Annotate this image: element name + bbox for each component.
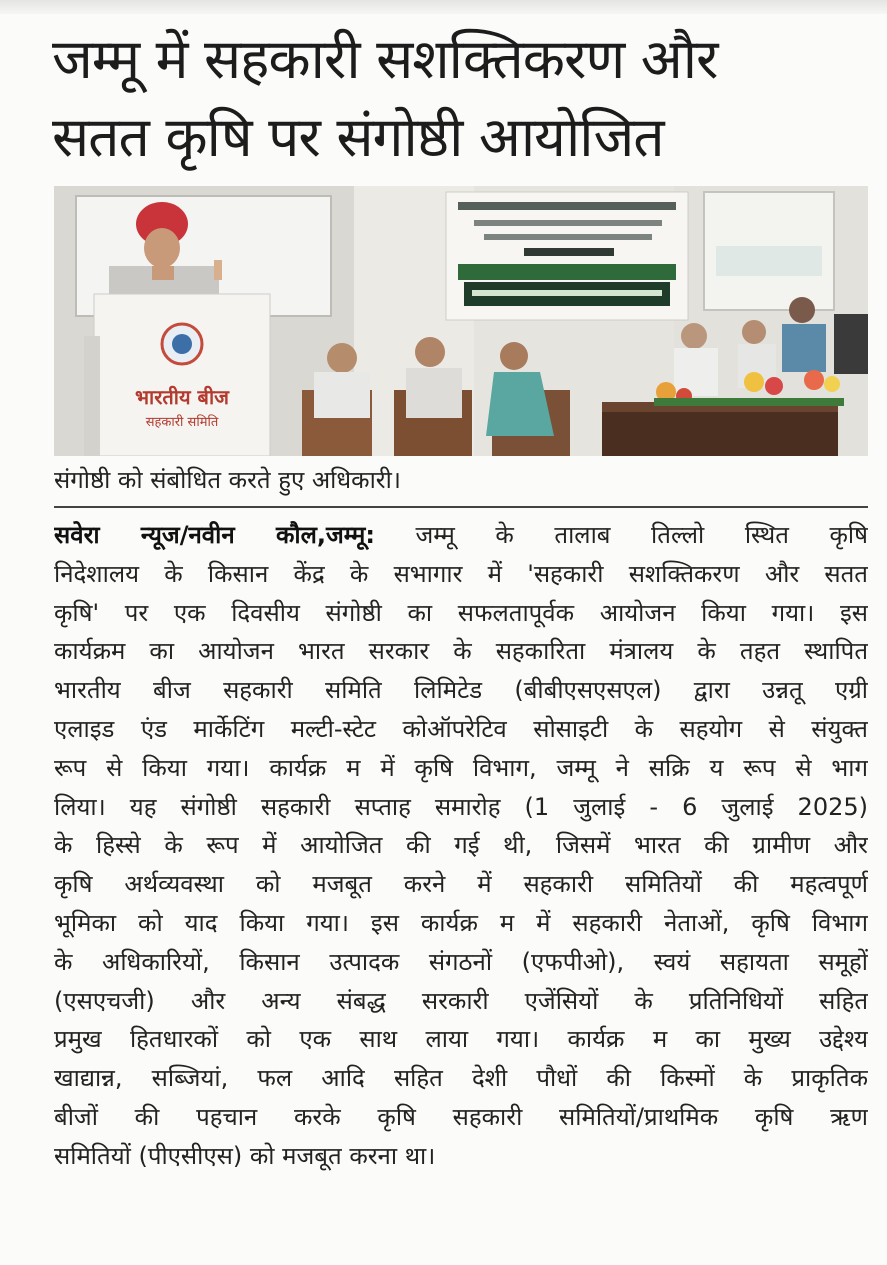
photo-caption: संगोष्ठी को संबोधित करते हुए अधिकारी। — [54, 466, 401, 494]
top-strip — [0, 0, 887, 14]
news-photo — [54, 186, 868, 456]
article-line: निदेशालय के किसान केंद्र के सभागार में 'सहकारी सशक्तिकरण और सतत — [54, 559, 868, 588]
article-line: बीजों की पहचान करके कृषि सहकारी समितियों/प्राथमिक कृषि ऋण — [54, 1102, 868, 1131]
headline — [52, 20, 872, 176]
podium-label-2: सहकारी समिति — [145, 415, 219, 430]
article-line-text: जम्मू के तालाब तिल्लो स्थित कृषि — [374, 521, 868, 549]
article-line: रूप से किया गया। कार्यक्र म में कृषि विभाग, जम्मू ने सक्रि य रूप से भाग — [54, 753, 868, 782]
article-body — [54, 516, 868, 1176]
article-line: भूमिका को याद किया गया। इस कार्यक्र म में सहकारी नेताओं, कृषि विभाग — [54, 908, 868, 937]
article-line — [54, 516, 868, 555]
article-line: के हिस्से के रूप में आयोजित की गई थी, जिसमें भारत की ग्रामीण और — [54, 831, 868, 860]
divider-rule — [54, 506, 868, 508]
article-line: भारतीय बीज सहकारी समिति लिमिटेड (बीबीएसएसएल) द्वारा उन्नतू एग्री — [54, 676, 868, 705]
article-line: लिया। यह संगोष्ठी सहकारी सप्ताह समारोह (1 जुलाई - 6 जुलाई 2025) — [54, 792, 868, 821]
byline: सवेरा न्यूज/नवीन कौल,जम्मू: — [54, 521, 375, 549]
article-line: समितियों (पीएसीएस) को मजबूत करना था। — [54, 1141, 436, 1170]
article-line: कृषि' पर एक दिवसीय संगोष्ठी का सफलतापूर्वक आयोजन किया गया। इस — [54, 598, 868, 627]
article-line: (एसएचजी) और अन्य संबद्ध सरकारी एजेंसियों के प्रतिनिधियों सहित — [54, 986, 868, 1015]
article-line: एलाइड एंड मार्केटिंग मल्टी-स्टेट कोऑपरेटिव सोसाइटी के सहयोग से संयुक्त — [54, 714, 868, 743]
article-line: कृषि अर्थव्यवस्था को मजबूत करने में सहकारी समितियों की महत्वपूर्ण — [54, 870, 868, 899]
headline-line-2: सतत कृषि पर संगोष्ठी आयोजित — [52, 105, 664, 169]
headline-line-1: जम्मू में सहकारी सशक्तिकरण और — [52, 27, 718, 91]
article-line: कार्यक्रम का आयोजन भारत सरकार के सहकारिता मंत्रालय के तहत स्थापित — [54, 637, 868, 666]
podium-label-1: भारतीय बीज — [134, 385, 230, 409]
photo-illustration — [54, 186, 868, 456]
article-line: के अधिकारियों, किसान उत्पादक संगठनों (एफपीओ), स्वयं सहायता समूहों — [54, 947, 868, 976]
article-line: खाद्यान्न, सब्जियां, फल आदि सहित देशी पौधों की किस्मों के प्राकृतिक — [54, 1064, 868, 1093]
article-line: प्रमुख हितधारकों को एक साथ लाया गया। कार्यक्र म का मुख्य उद्देश्य — [54, 1025, 868, 1054]
